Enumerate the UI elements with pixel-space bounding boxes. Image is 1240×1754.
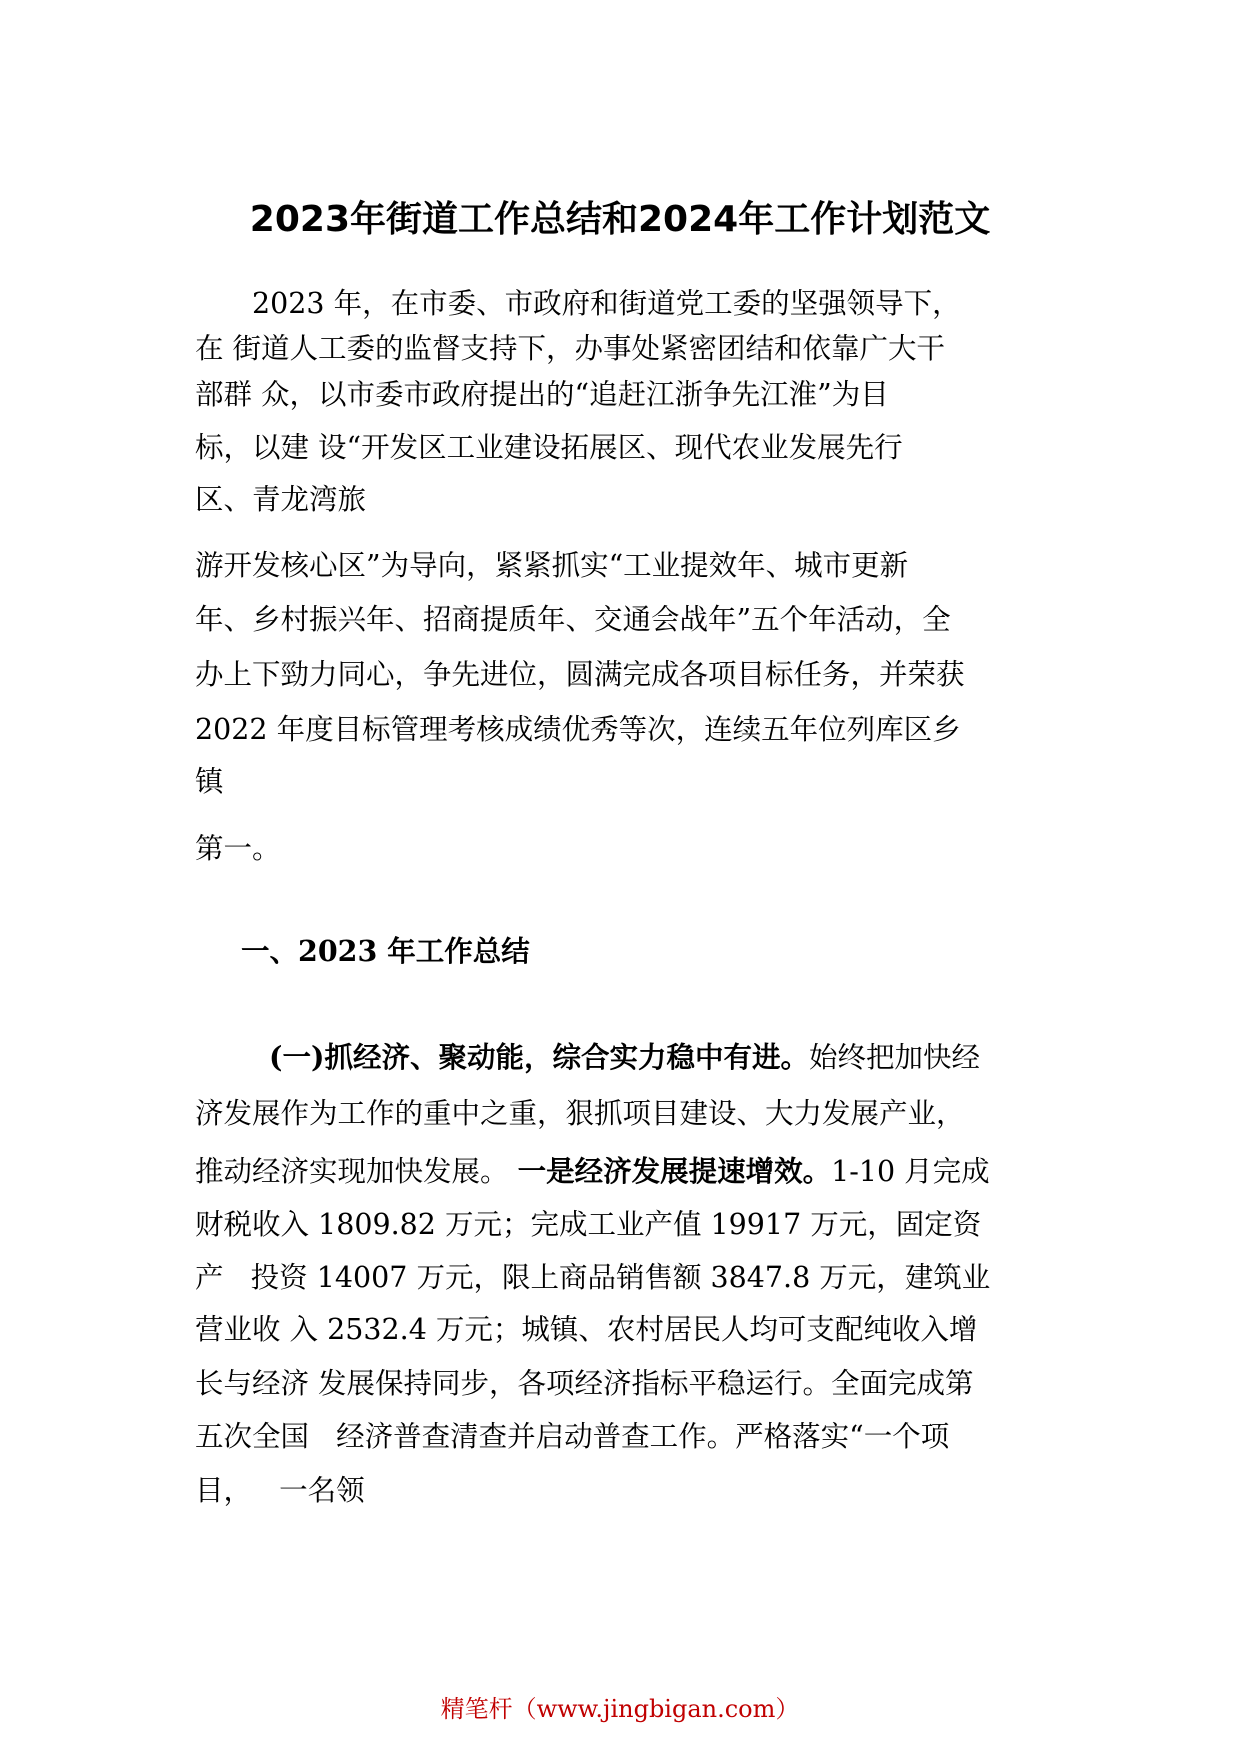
text-line: 年、乡村振兴年、招商提质年、交通会战年”五个年活动，全 <box>195 603 951 636</box>
text-line: 财税收入 1809.82 万元；完成工业产值 19917 万元，固定资 <box>195 1208 982 1241</box>
text-line: 办上下勁力同心，争先进位，圆满完成各项目标任务，并荣获 <box>195 658 965 691</box>
text-segment: 推动经济实现加快发展。 <box>195 1155 518 1188</box>
subsection-text: 始终把加快经 <box>808 1041 980 1074</box>
text-line: 部群 众，以市委市政府提出的“追赶江浙争先江淮”为目 <box>195 378 889 411</box>
text-line: 长与经济 发展保持同步，各项经济指标平稳运行。全面完成第 <box>195 1367 974 1400</box>
text-line: 标，以建 设“开发区工业建设拓展区、现代农业发展先行 <box>195 431 903 464</box>
text-segment: 1-10 月完成 <box>831 1155 990 1188</box>
page-title: 2023年街道工作总结和2024年工作计划范文 <box>249 199 991 240</box>
text-line: 2023 年，在市委、市政府和街道党工委的坚强领导下， <box>195 287 961 320</box>
text-line: 区、青龙湾旅 <box>195 483 367 516</box>
section-heading: 一、2023 年工作总结 <box>241 934 530 968</box>
text-line: 济发展作为工作的重中之重，狠抓项目建设、大力发展产业， <box>195 1097 965 1130</box>
text-line: 第一。 <box>195 832 281 865</box>
text-line <box>195 1151 990 1192</box>
text-line: 游开发核心区”为导向，紧紧抓实“工业提效年、城市更新 <box>195 549 909 582</box>
text-line: 五次全国 经济普查清查并启动普查工作。严格落实“一个项 <box>195 1420 950 1453</box>
footer-watermark: 精笔杆（www.jingbigan.com） <box>440 1695 800 1723</box>
subsection-line <box>269 1037 980 1078</box>
bold-highlight: 一是经济发展提速增效。 <box>517 1154 832 1188</box>
text-line: 镇 <box>195 765 224 798</box>
text-line: 2022 年度目标管理考核成绩优秀等次，连续五年位列库区乡 <box>195 713 961 746</box>
text-line: 在 街道人工委的监督支持下，办事处紧密团结和依靠广大干 <box>195 332 946 365</box>
text-line: 目， 一名领 <box>195 1474 365 1507</box>
text-line: 营业收 入 2532.4 万元；城镇、农村居民人均可支配纯收入增 <box>195 1313 978 1346</box>
subsection-heading: (一)抓经济、聚动能，综合实力稳中有进。 <box>269 1040 809 1074</box>
text-line: 产 投资 14007 万元，限上商品销售额 3847.8 万元，建筑业 <box>195 1261 991 1294</box>
